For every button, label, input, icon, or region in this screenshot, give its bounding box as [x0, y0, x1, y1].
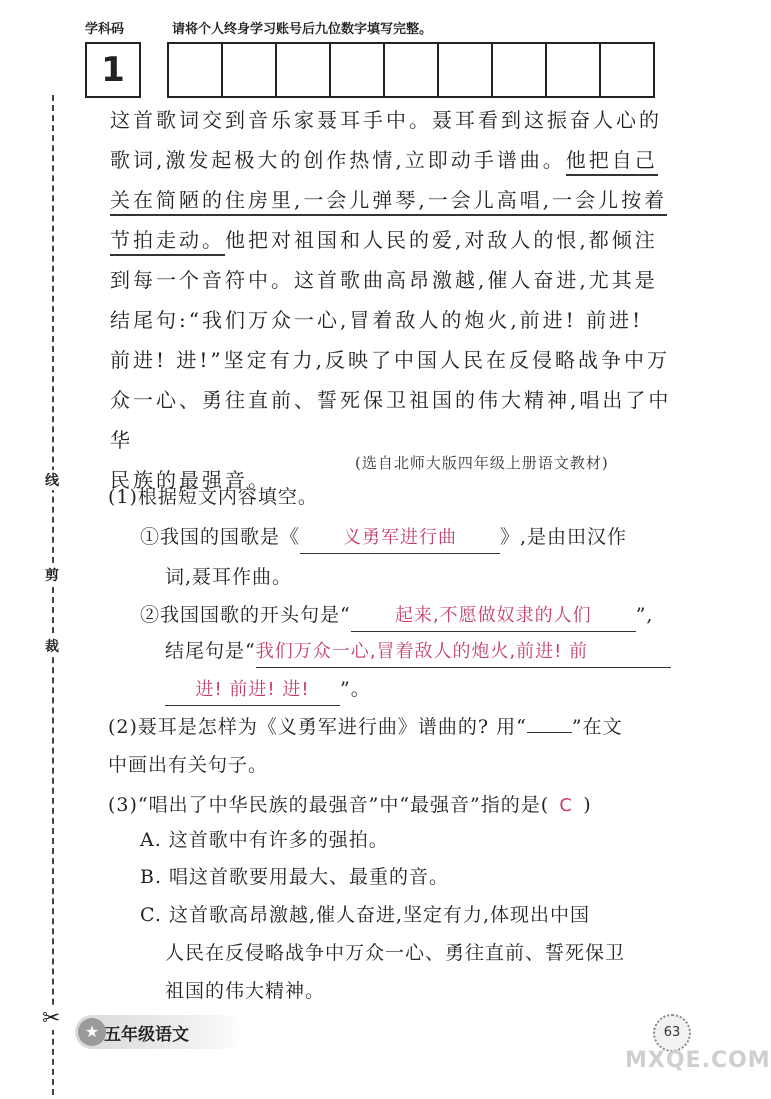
watermark: MXQE.COM	[625, 1048, 771, 1073]
cut-mark-cut: 剪	[41, 565, 63, 585]
account-digit-cell[interactable]	[383, 42, 439, 98]
passage-line: 众一心、勇往直前、誓死保卫祖国的伟大精神,唱出了中华	[110, 388, 672, 452]
account-digit-cell[interactable]	[491, 42, 547, 98]
answer-anthem-name[interactable]: 义勇军进行曲	[300, 523, 500, 554]
option-c-cont: 祖国的伟大精神。	[165, 980, 326, 1002]
question-text: ①我国的国歌是《	[140, 526, 301, 548]
question-text: )	[583, 794, 592, 816]
page-number: 63	[653, 1014, 691, 1052]
question-1a	[140, 522, 627, 554]
underlined-sentence: 他把自己	[566, 148, 658, 176]
passage-text: 他把对祖国和人民的爱,对敌人的恨,都倾注	[225, 228, 658, 252]
cut-mark-line: 线	[41, 470, 63, 490]
passage-line: 前进! 进!”坚定有力,反映了中国人民在反侵略战争中万	[110, 348, 671, 372]
option-a: A. 这首歌中有许多的强拍。	[140, 829, 389, 851]
passage-text: 歌词,激发起极大的创作热情,立即动手谱曲。	[110, 148, 566, 172]
subject-code-label: 学科码	[85, 22, 125, 37]
question-2-cont: 中画出有关句子。	[108, 754, 269, 776]
cut-mark-trim: 裁	[41, 636, 63, 656]
account-digit-cell[interactable]	[545, 42, 601, 98]
question-text: ”。	[340, 678, 371, 700]
answer-closing-line-cont[interactable]: 进! 前进! 进!	[165, 675, 340, 706]
answer-closing-line[interactable]: 我们万众一心,冒着敌人的炮火,前进! 前	[256, 637, 671, 668]
question-1c-cont	[165, 674, 371, 706]
question-text: (2)聂耳是怎样为《义勇军进行曲》谱曲的? 用“	[108, 716, 527, 738]
passage-line: 到每一个音符中。这首歌曲高昂激越,催人奋进,尤其是	[110, 268, 658, 292]
star-icon: ★	[78, 1018, 106, 1046]
option-c-cont: 人民在反侵略战争中万众一心、勇往直前、誓死保卫	[165, 942, 626, 964]
question-text: (3)“唱出了中华民族的最强音”中“最强音”指的是(	[108, 794, 550, 816]
account-digit-cell[interactable]	[437, 42, 493, 98]
question-text: ②我国国歌的开头句是“	[140, 604, 351, 626]
passage-line	[110, 140, 690, 180]
account-digit-cell[interactable]	[221, 42, 277, 98]
cut-line	[52, 95, 54, 1095]
answer-choice[interactable]: C	[559, 795, 573, 816]
passage-source: (选自北师大版四年级上册语文教材)	[355, 454, 609, 472]
underlined-sentence: 关在简陋的住房里,一会儿弹琴,一会儿高唱,一会儿按着	[110, 188, 667, 216]
question-text: 》,是由田汉作	[500, 526, 628, 548]
account-digit-cell[interactable]	[599, 42, 655, 98]
question-text: ”,	[635, 604, 654, 626]
scissors-icon: ✂	[42, 1006, 61, 1031]
question-1b	[140, 600, 653, 632]
book-title: 五年级语文	[104, 1025, 189, 1045]
passage-line: 这首歌词交到音乐家聂耳手中。聂耳看到这振奋人心的	[110, 108, 662, 132]
question-1-title: (1)根据短文内容填空。	[108, 486, 318, 508]
option-b: B. 唱这首歌要用最大、最重的音。	[140, 866, 450, 888]
passage-line: 民族的最强音。	[110, 468, 271, 492]
question-text: ”在文	[571, 716, 623, 738]
answer-opening-line[interactable]: 起来,不愿做奴隶的人们	[351, 601, 636, 632]
passage-line	[110, 220, 690, 260]
account-digit-cell[interactable]	[329, 42, 385, 98]
option-c: C. 这首歌高昂激越,催人奋进,坚定有力,体现出中国	[140, 904, 591, 926]
passage-line	[110, 180, 690, 220]
account-instruction: 请将个人终身学习账号后九位数字填写完整。	[172, 22, 433, 37]
passage-line: 结尾句:“我们万众一心,冒着敌人的炮火,前进! 前进!	[110, 308, 644, 332]
account-digit-cell[interactable]	[275, 42, 331, 98]
account-number-boxes	[85, 42, 655, 98]
question-3	[108, 790, 592, 821]
underline-blank	[527, 732, 572, 733]
subject-code-box: 1	[85, 42, 141, 98]
reading-passage	[110, 100, 690, 500]
question-2	[108, 712, 623, 742]
underlined-sentence: 节拍走动。	[110, 228, 225, 256]
account-digit-cell[interactable]	[167, 42, 223, 98]
question-text: 结尾句是“	[165, 640, 256, 662]
question-1a-cont: 词,聂耳作曲。	[165, 566, 293, 588]
question-1c	[165, 636, 671, 668]
